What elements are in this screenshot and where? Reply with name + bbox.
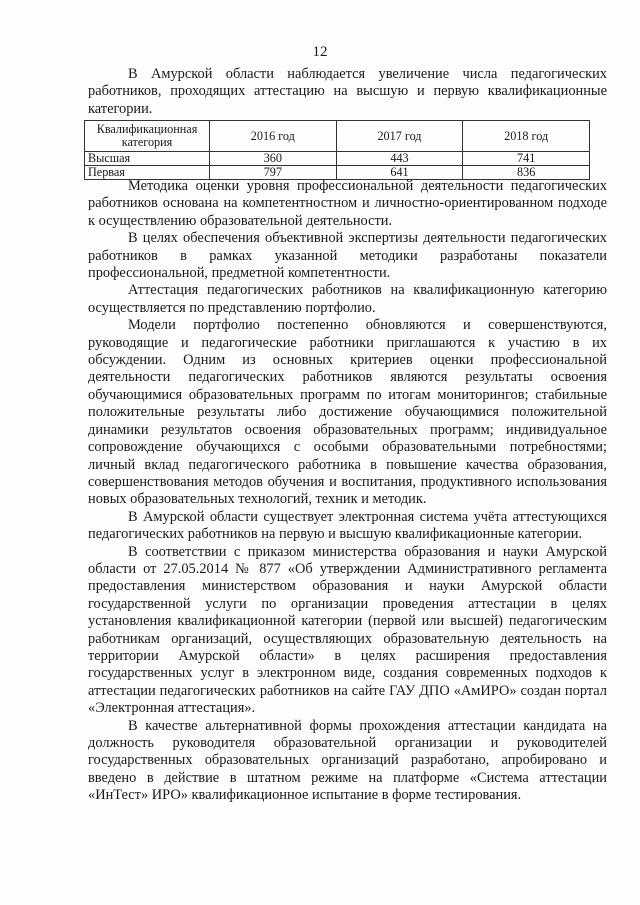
table-cell-value: 797 [210,166,337,180]
paragraph-methodology: Методика оценки уровня профессиональной деятельности педагогических работников основана на компетентностном и личностно-ориентированном подходе к осуществлению образовательной деятельности. [88,178,607,229]
table-cell-value: 641 [336,166,463,180]
table-cell-value: 836 [463,166,590,180]
paragraph-attestation: Аттестация педагогических работников на квалификационную категорию осуществляется по представлению портфолио. [88,282,607,316]
intro-paragraph-block [88,66,607,118]
paragraph-order: В соответствии с приказом министерства образования и науки Амурской области от 27.05.2014 № 877 «Об утверждении Административного регламента предоставления министерством образования и науки Амурской области государственной услуги по организации проведения аттестации в целях установления квалификационной категории (первой или высшей) педагогическим работникам организаций, осуществляющих образовательную деятельность на территории Амурской области» в целях расширения предоставления государственных услуг в электронном виде, создания современных подходов к аттестации педагогических работников на сайте ГАУ ДПО «АмИРО» создан портал «Электронная аттестация». [88,543,607,717]
table-cell-category: Высшая [85,152,210,166]
paragraph-expertise: В целях обеспечения объективной экспертизы деятельности педагогических работников в рамках указанной методики разработаны показатели профессиональной, предметной компетентности. [88,230,607,282]
paragraph-alternative-form: В качестве альтернативной формы прохождения аттестации кандидата на должность руководителя образовательной организации и руководителей государственных образовательных организаций разработано, апробировано и введено в действие в штатном режиме на платформе «Система аттестации «ИнТест» ИРО» квалификационное испытание в форме тестирования. [88,717,607,804]
table-header-2018: 2018 год [463,121,590,152]
page-number: 12 [312,44,328,60]
paragraph-electronic-system: В Амурской области существует электронная система учёта аттестующихся педагогических работников на первую и высшую квалификационные категории. [88,508,607,543]
table-header-2017: 2017 год [336,121,463,152]
table-cell-value: 741 [463,152,590,166]
table-cell-category: Первая [85,166,210,180]
intro-paragraph: В Амурской области наблюдается увеличение числа педагогических работников, проходящих аттестацию на высшую и первую квалификационные категории. [88,66,607,117]
table-row [85,152,590,166]
table-header-row [85,121,590,152]
table-cell-value: 360 [210,152,337,166]
body-text [88,178,607,805]
table-header-category: Квалификационная категория [85,121,210,152]
table-cell-value: 443 [336,152,463,166]
paragraph-portfolio: Модели портфолио постепенно обновляются и совершенствуются, руководящие и педагогические работники приглашаются к участию в их обсуждении. Одним из основных критериев оценки профессиональной деятельности педагогических работников являются результаты освоения обучающимися образовательных программ по итогам мониторингов; стабильные положительные результаты либо достижение обучающимися положительной динамики результатов освоения образовательных программ; индивидуальное сопровождение обучающихся с особыми образовательными потребностями; личный вклад педагогического работника в повышение качества образования, совершенствования методов обучения и воспитания, продуктивного использования новых образовательных технологий, техник и методик. [88,317,607,508]
qualification-table [84,120,590,180]
table-header-2016: 2016 год [210,121,337,152]
